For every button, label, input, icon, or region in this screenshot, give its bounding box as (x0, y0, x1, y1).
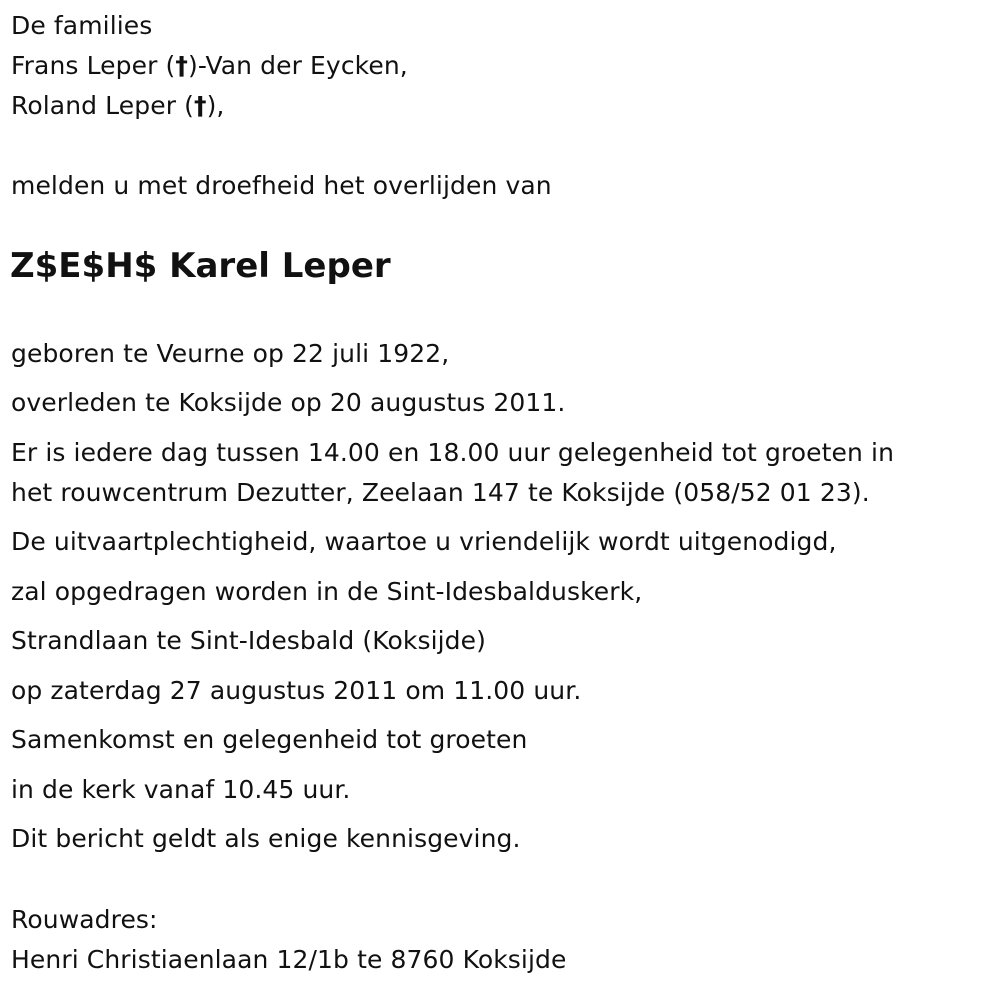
detail-line: De uitvaartplechtigheid, waartoe u vriendelijk wordt uitgenodigd, (11, 527, 837, 556)
detail-line: het rouwcentrum Dezutter, Zeelaan 147 te Koksijde (058/52 01 23). (11, 478, 870, 507)
cross-icon: † (193, 91, 207, 120)
family-1-suffix: )-Van der Eycken, (187, 51, 408, 80)
family-line-1 (11, 46, 408, 86)
detail-line: op zaterdag 27 augustus 2011 om 11.00 uur. (11, 676, 582, 705)
family-2-suffix: ), (206, 91, 225, 120)
detail-line: overleden te Koksijde op 20 augustus 2011. (11, 388, 566, 417)
families-intro: De families (11, 11, 153, 40)
deceased-name: Z$E$H$ Karel Leper (10, 246, 391, 286)
detail-line: Samenkomst en gelegenheid tot groeten (11, 725, 528, 754)
family-line-2 (11, 86, 224, 126)
announcement-text: melden u met droefheid het overlijden van (11, 171, 552, 200)
address-value: Henri Christiaenlaan 12/1b te 8760 Koksijde (11, 945, 567, 974)
detail-line: Er is iedere dag tussen 14.00 en 18.00 uur gelegenheid tot groeten in (11, 438, 895, 467)
family-1-name: Frans Leper ( (11, 51, 176, 80)
address-label: Rouwadres: (11, 905, 158, 934)
cross-icon: † (175, 51, 188, 80)
detail-line: Strandlaan te Sint-Idesbald (Koksijde) (11, 626, 486, 655)
family-2-name: Roland Leper ( (11, 91, 194, 120)
detail-line: in de kerk vanaf 10.45 uur. (11, 775, 351, 804)
detail-line: zal opgedragen worden in de Sint-Idesbalduskerk, (11, 577, 643, 606)
detail-line: Dit bericht geldt als enige kennisgeving. (11, 824, 521, 853)
detail-line: geboren te Veurne op 22 juli 1922, (11, 339, 450, 368)
